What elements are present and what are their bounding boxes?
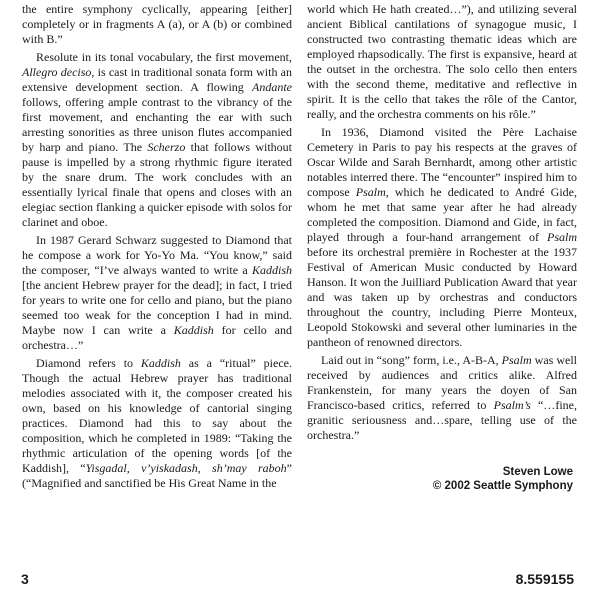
text-run: was well received by audiences and critics alike. Alfred Frankenstein, for many years the doyen of San Francisco-based critics, referred to	[307, 353, 578, 412]
text-run: follows, offering ample contrast to the vibrancy of the first movement, and enchanting the ear with such arresting sonorities as three unison flutes accompanied by harp and piano. The	[22, 95, 292, 154]
text-run: Diamond refers to	[36, 356, 141, 370]
italic-run: Yisgadal, v’yiskadash, sh’may raboh	[85, 461, 287, 475]
italic-run: Psalm	[501, 353, 532, 367]
text-run: In 1936, Diamond visited the Père Lachaise Cemetery in Paris to pay his respects at the graves of Oscar Wilde and Sarah Bernhardt, among other artistic notables interred there. The “encounter” inspired him to compose	[307, 125, 577, 199]
right-paragraph-1: world which He hath created…”), and utilizing several ancient Biblical cantilations of synagogue music, I constructed two contrasting thematic ideas which are employed rhapsodically. The first is expansive, heard at the outset in the orchestra. The solo cello then enters with the second theme, meditative and reflective in spirit. It is the cello that takes the rôle of the Cantor, really, and the orchestra comments on his rôle.”	[307, 2, 577, 121]
text-run: Resolute in its tonal vocabulary, the first movement,	[36, 50, 292, 64]
italic-run: Andante	[252, 80, 292, 94]
italic-run: Allegro deciso	[22, 65, 92, 79]
left-paragraph-1: the entire symphony cyclically, appearing [either] completely or in fragments A (a), or A (b) or combined with B.”	[22, 2, 292, 46]
copyright-line: © 2002 Seattle Symphony	[432, 480, 573, 492]
text-run: before its orchestral première in Rochester at the 1937 Festival of American Music conducted by Howard Hanson. It won the Juilliard Publication Award that year and was taken up by orchestras and conductors throughout the country, including Pierre Monteux, Leopold Stokowski and several other luminaries in the pantheon of renowned directors.	[307, 245, 577, 349]
text-run: that follows without pause is impelled by a strong rhythmic figure iterated by the snare drum. The work concludes with an essentially lyrical finale that opens and closes with an elegiac section flanking a quicker episode with solos for clarinet and oboe.	[22, 140, 292, 229]
left-column	[22, 2, 292, 491]
text-run: ” (“Magnified and sanctified be His Great Name in the	[22, 461, 292, 490]
italic-run: Psalm	[355, 185, 386, 199]
italic-run: Kaddish	[173, 323, 214, 337]
text-run: Laid out in “song” form, i.e., A-B-A,	[321, 353, 502, 367]
left-paragraph-2	[22, 50, 292, 230]
text-run: , which he dedicated to André Gide, whom he met that same year after he had already completed the composition. Diamond and Gide, in fact, played through a four-hand arrangement of	[307, 185, 577, 244]
text-run: “…fine, granitic seriousness and…spare, telling use of the orchestra.”	[307, 398, 578, 442]
right-column	[307, 2, 577, 443]
text-run: , is cast in traditional sonata form with an extensive development section. A flowing	[22, 65, 292, 94]
italic-run: Psalm	[547, 230, 577, 244]
italic-run: Psalm’s	[493, 398, 531, 412]
text-run: In 1987 Gerard Schwarz suggested to Diamond that he compose a work for Yo-Yo Ma. “You know,” said the composer, “I’ve always wanted to write a	[22, 233, 292, 277]
catalog-number: 8.559155	[515, 571, 574, 587]
author-signature: Steven Lowe	[502, 466, 573, 478]
text-run: [the ancient Hebrew prayer for the dead]; in fact, I tried for years to write one for cello and piano, but the piano seemed too weak for the conception I had in mind. Maybe now I can write a	[22, 278, 292, 337]
italic-run: Kaddish	[140, 356, 181, 370]
left-paragraph-3	[22, 233, 292, 353]
italic-run: Kaddish	[251, 263, 292, 277]
italic-run: Scherzo	[147, 140, 186, 154]
text-run: for cello and orchestra…”	[22, 323, 292, 352]
right-paragraph-2	[307, 125, 577, 350]
text-run: as a “ritual” piece. Though the actual Hebrew prayer has traditional melodies associated with it, the composer created his own, based on his knowledge of cantorial singing practices. Diamond had this to say about the composition, which he completed in 1989: “Taking the rhythmic articulation of the opening words [of the Kaddish], “	[22, 356, 292, 475]
right-paragraph-3	[307, 353, 577, 443]
left-paragraph-4	[22, 356, 292, 491]
page-number: 3	[21, 571, 29, 587]
